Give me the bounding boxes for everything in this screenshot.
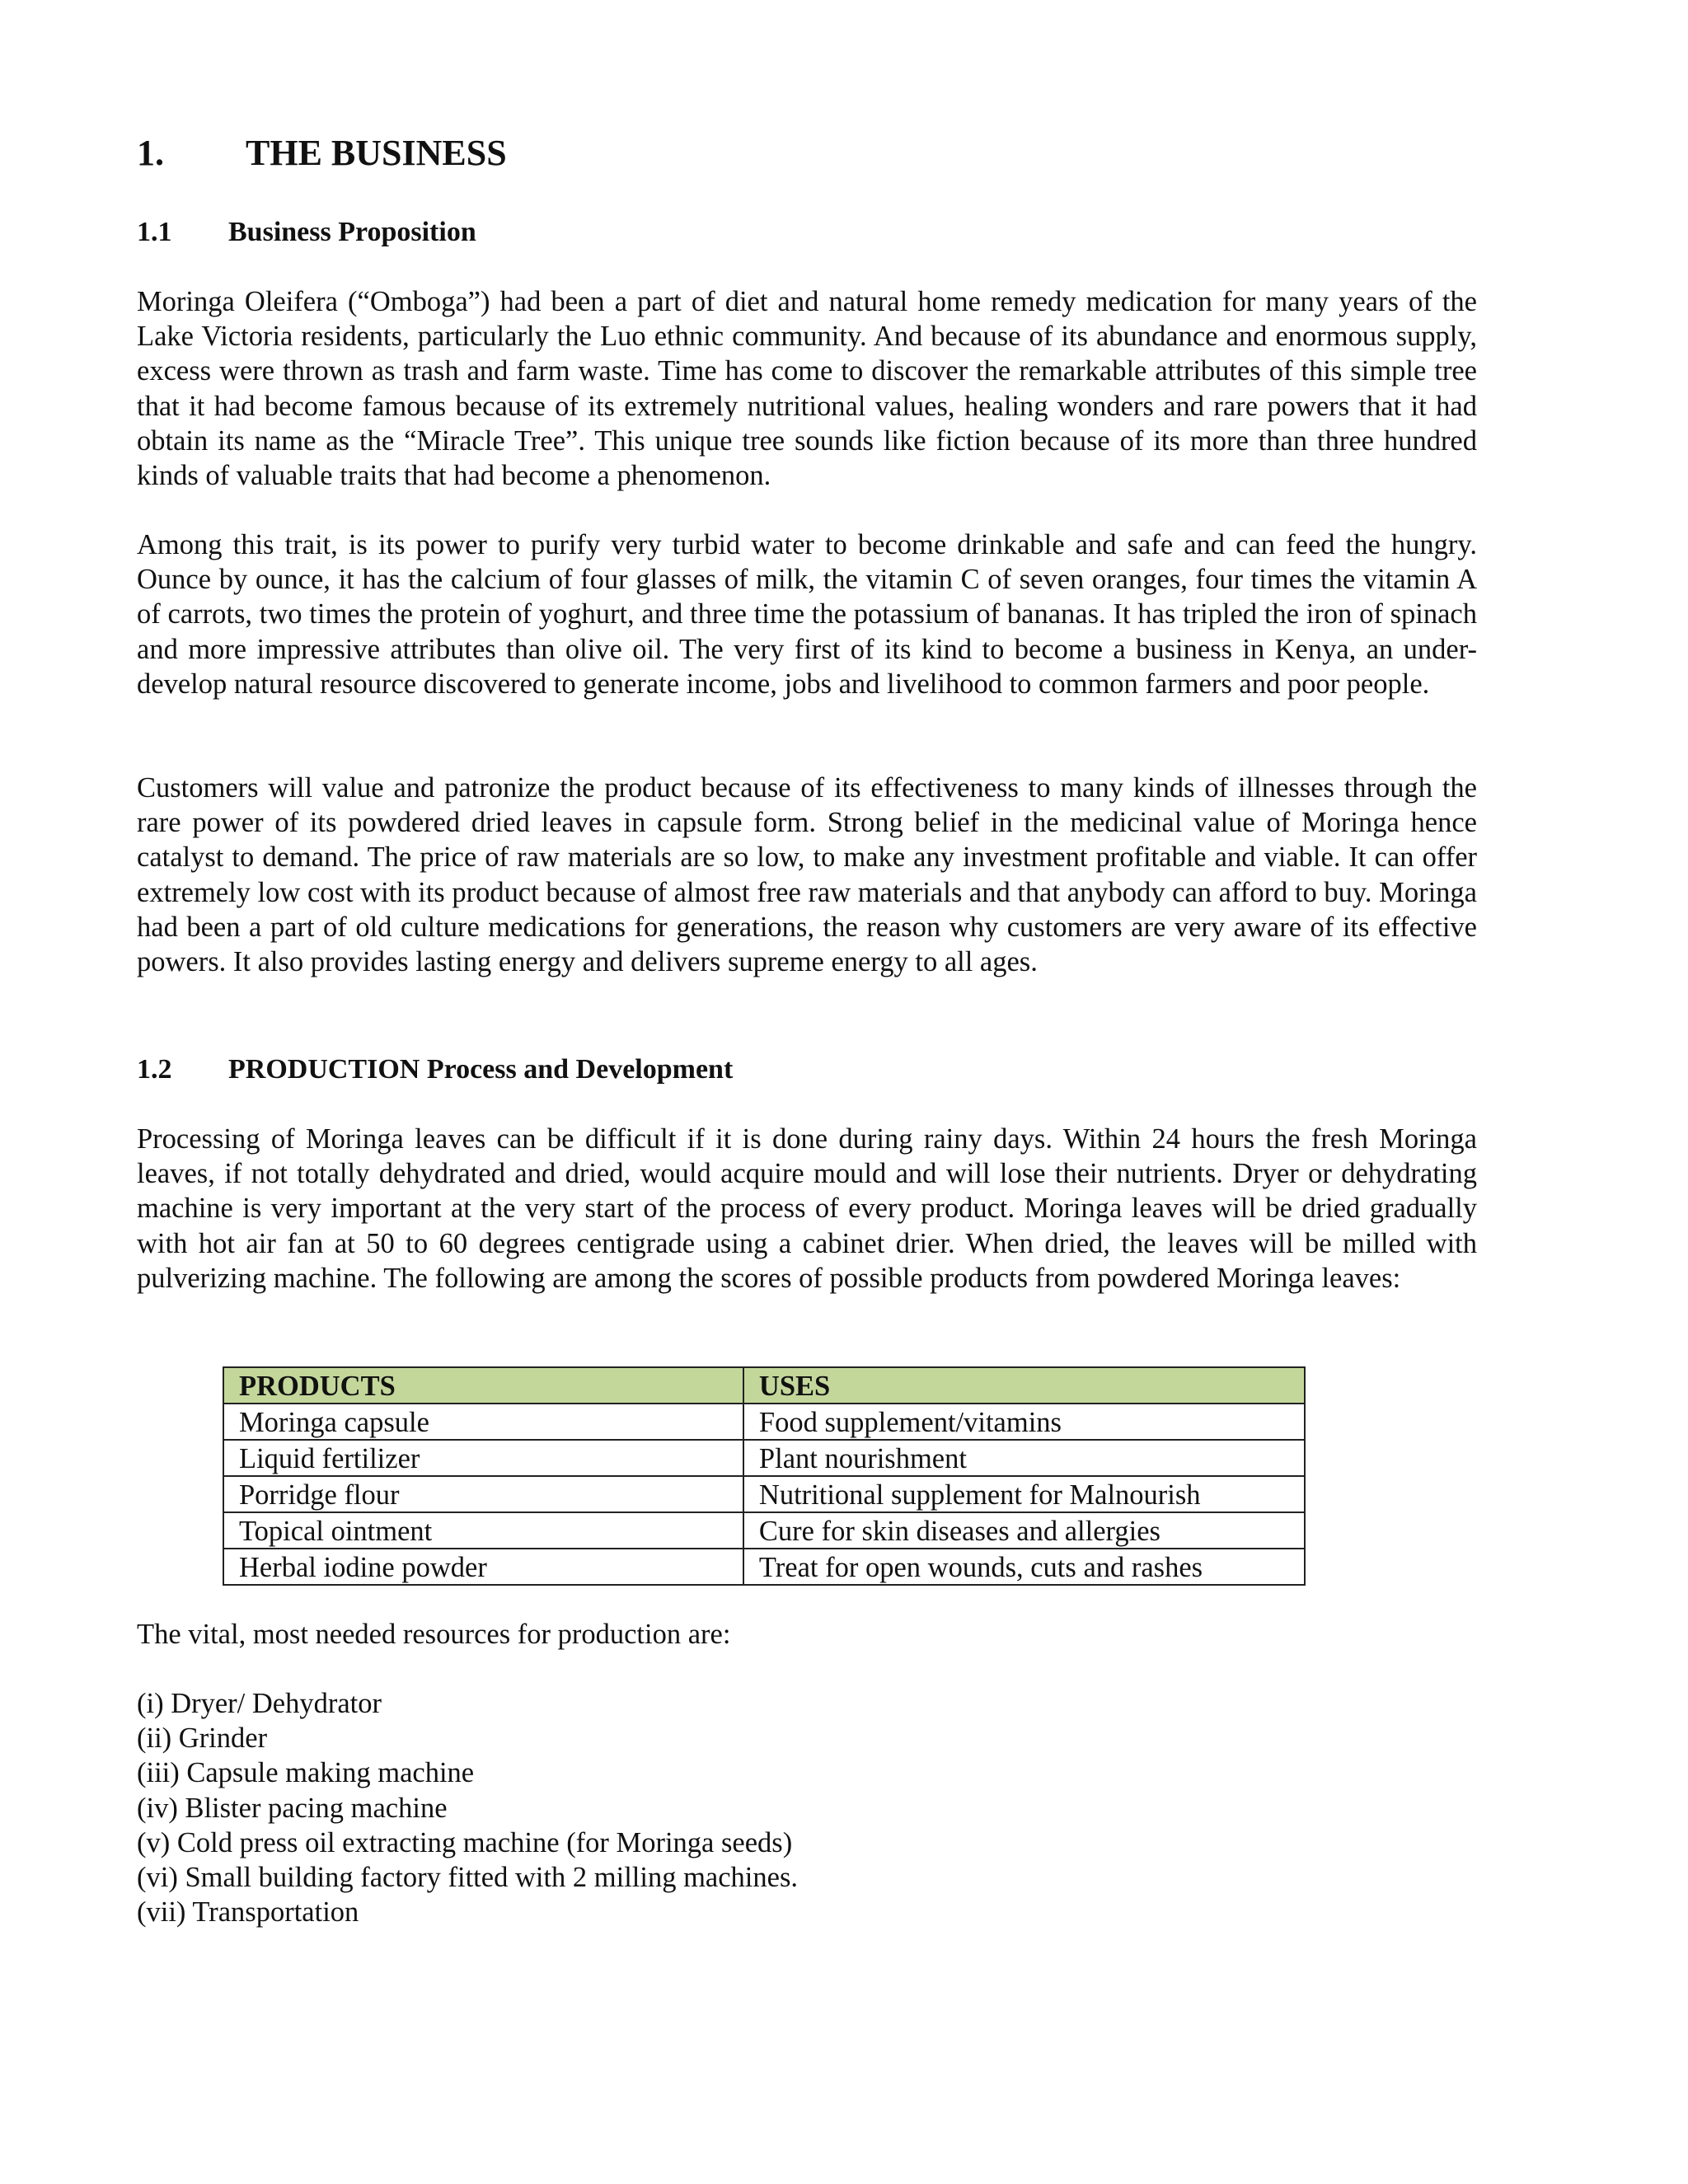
product-cell: Moringa capsule [223,1404,743,1440]
table-row [223,1512,1305,1549]
list-item: (iv) Blister pacing machine [137,1792,448,1824]
resources-list [137,1686,798,1929]
table-header-row [223,1367,1305,1404]
list-item: (iii) Capsule making machine [137,1757,475,1789]
use-cell: Food supplement/vitamins [743,1404,1305,1440]
table-row [223,1549,1305,1585]
list-item: (i) Dryer/ Dehydrator [137,1688,382,1719]
subsection-heading-1-1 [137,216,476,250]
section-title: THE BUSINESS [246,133,507,173]
table-row [223,1476,1305,1512]
paragraph-proposition-1: Moringa Oleifera (“Omboga”) had been a part of diet and natural home remedy medication for many years of the Lake Victoria residents, particularly the Luo ethnic community. And because of its abundance and enormous supply, excess were thrown as trash and farm waste. Time has come to discover the remarkable attributes of this simple tree that it had become famous because of its extremely nutritional values, healing wonders and rare powers that it had obtain its name as the “Miracle Tree”. This unique tree sounds like fiction because of its more than three hundred kinds of valuable traits that had become a phenomenon. [137,286,1477,492]
subsection-number: 1.2 [137,1054,172,1085]
subsection-heading-1-2 [137,1053,733,1087]
use-cell: Treat for open wounds, cuts and rashes [743,1549,1305,1585]
header-products: PRODUCTS [223,1367,743,1404]
resources-intro: The vital, most needed resources for production are: [137,1619,731,1650]
table-row [223,1440,1305,1476]
section-heading [137,132,507,176]
product-cell: Porridge flour [223,1476,743,1512]
list-item: (ii) Grinder [137,1722,268,1755]
use-cell: Cure for skin diseases and allergies [743,1512,1305,1549]
header-uses: USES [743,1367,1305,1404]
list-item: (v) Cold press oil extracting machine (for Moringa seeds) [137,1826,793,1858]
use-cell: Plant nourishment [743,1440,1305,1476]
products-table [223,1366,1306,1586]
list-item: (vii) Transportation [137,1896,359,1929]
product-cell: Liquid fertilizer [223,1440,743,1476]
product-cell: Topical ointment [223,1512,743,1549]
paragraph-production: Processing of Moringa leaves can be difficult if it is done during rainy days. Within 24 hours the fresh Moringa leaves, if not totally dehydrated and dried, would acquire mould and will lose their nutrients. Dryer or dehydrating machine is very important at the very start of the process of every product. Moringa leaves will be dried gradually with hot air fan at 50 to 60 degrees centigrade using a cabinet drier. When dried, the leaves will be milled with pulverizing machine. The following are among the scores of possible products from powdered Moringa leaves: [137,1123,1477,1294]
table-row [223,1404,1305,1440]
product-cell: Herbal iodine powder [223,1549,743,1585]
use-cell: Nutritional supplement for Malnourish [743,1476,1305,1512]
paragraph-proposition-3: Customers will value and patronize the product because of its effectiveness to many kinds of illnesses through the rare power of its powdered dried leaves in capsule form. Strong belief in the medicinal value of Moringa hence catalyst to demand. The price of raw materials are so low, to make any investment profitable and viable. It can offer extremely low cost with its product because of almost free raw materials and that anybody can afford to buy. Moringa had been a part of old culture medications for generations, the reason why customers are very aware of its effective powers. It also provides lasting energy and delivers supreme energy to all ages. [137,772,1477,978]
section-number: 1. [137,133,164,173]
paragraph-proposition-2: Among this trait, is its power to purify very turbid water to become drinkable and safe and can feed the hungry. Ounce by ounce, it has the calcium of four glasses of milk, the vitamin C of seven oranges, four times the vitamin A of carrots, two times the protein of yoghurt, and three time the potassium of bananas. It has tripled the iron of spinach and more impressive attributes than olive oil. The very first of its kind to become a business in Kenya, an under-develop natural resource discovered to generate income, jobs and livelihood to common farmers and poor people. [137,529,1477,700]
list-item: (vi) Small building factory fitted with 2 milling machines. [137,1862,798,1894]
subsection-number: 1.1 [137,217,172,247]
subsection-title: Business Proposition [228,217,476,247]
subsection-title: PRODUCTION Process and Development [228,1054,734,1085]
